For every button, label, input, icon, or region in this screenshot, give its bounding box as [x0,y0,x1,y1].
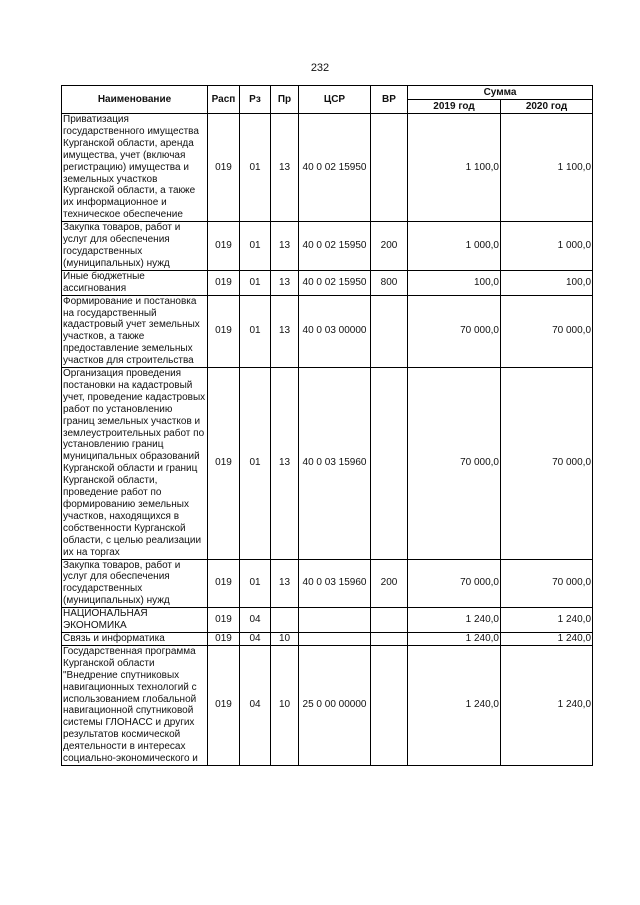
row-2019: 1 100,0 [408,114,501,222]
row-vr [371,608,408,633]
row-rz: 01 [240,270,271,295]
row-rasp: 019 [208,368,240,560]
row-pr: 13 [271,295,299,367]
row-rz: 01 [240,559,271,608]
row-2020: 1 100,0 [501,114,593,222]
budget-table [61,85,593,766]
table-row [62,632,593,645]
row-name: НАЦИОНАЛЬНАЯ ЭКОНОМИКА [62,608,208,633]
row-rz: 04 [240,632,271,645]
table-row [62,645,593,765]
header-rz: Рз [240,86,271,114]
row-2020: 1 240,0 [501,645,593,765]
table-row [62,559,593,608]
row-name: Приватизация государственного имущества Курганской области, аренда имущества, учет (включая регистрацию) имущества и земельных участков Курганской области, а также их информационное и техническое обеспечение [62,114,208,222]
row-rasp: 019 [208,559,240,608]
row-rz: 01 [240,368,271,560]
row-2020: 70 000,0 [501,559,593,608]
row-vr [371,114,408,222]
row-2019: 1 240,0 [408,608,501,633]
header-2019: 2019 год [408,100,501,114]
row-rasp: 019 [208,295,240,367]
row-name: Закупка товаров, работ и услуг для обеспечения государственных (муниципальных) нужд [62,222,208,271]
header-2020: 2020 год [501,100,593,114]
row-2019: 1 000,0 [408,222,501,271]
row-rasp: 019 [208,222,240,271]
row-vr: 200 [371,559,408,608]
row-pr: 13 [271,270,299,295]
row-csr: 25 0 00 00000 [299,645,371,765]
table-row [62,114,593,222]
row-rasp: 019 [208,608,240,633]
row-vr: 800 [371,270,408,295]
table-row [62,608,593,633]
row-pr: 13 [271,559,299,608]
row-name: Государственная программа Курганской области "Внедрение спутниковых навигационных технологий с использованием глобальной навигационной спутниковой системы ГЛОНАСС и других результатов космической деятельности в интересах социально-экономического и [62,645,208,765]
header-rasp: Расп [208,86,240,114]
header-vr: ВР [371,86,408,114]
row-vr [371,295,408,367]
row-2020: 1 000,0 [501,222,593,271]
header-sum: Сумма [408,86,593,100]
row-rasp: 019 [208,270,240,295]
row-2019: 70 000,0 [408,559,501,608]
row-rz: 01 [240,295,271,367]
row-vr: 200 [371,222,408,271]
row-csr: 40 0 02 15950 [299,270,371,295]
row-2020: 100,0 [501,270,593,295]
row-2019: 1 240,0 [408,632,501,645]
table-row [62,222,593,271]
row-csr: 40 0 03 00000 [299,295,371,367]
row-rz: 01 [240,114,271,222]
row-rasp: 019 [208,645,240,765]
row-vr [371,645,408,765]
row-2019: 100,0 [408,270,501,295]
page-number: 232 [310,62,330,74]
row-vr [371,632,408,645]
row-pr: 13 [271,114,299,222]
header-name: Наименование [62,86,208,114]
row-rz: 04 [240,645,271,765]
row-2020: 1 240,0 [501,608,593,633]
row-pr [271,608,299,633]
row-pr: 13 [271,368,299,560]
row-2019: 70 000,0 [408,295,501,367]
row-rz: 01 [240,222,271,271]
table-row [62,368,593,560]
row-rz: 04 [240,608,271,633]
header-pr: Пр [271,86,299,114]
row-csr [299,608,371,633]
header-csr: ЦСР [299,86,371,114]
row-csr: 40 0 03 15960 [299,559,371,608]
row-csr: 40 0 02 15950 [299,222,371,271]
row-2019: 1 240,0 [408,645,501,765]
row-name: Иные бюджетные ассигнования [62,270,208,295]
row-2020: 1 240,0 [501,632,593,645]
row-csr: 40 0 02 15950 [299,114,371,222]
row-pr: 13 [271,222,299,271]
row-pr: 10 [271,645,299,765]
row-csr: 40 0 03 15960 [299,368,371,560]
row-2020: 70 000,0 [501,295,593,367]
table-row [62,270,593,295]
row-rasp: 019 [208,114,240,222]
row-csr [299,632,371,645]
row-pr: 10 [271,632,299,645]
row-name: Организация проведения постановки на кадастровый учет, проведение кадастровых работ по установлению границ земельных участков и землеустроительных работ по установлению границ муниципальных образований Курганской области и границ Курганской области, проведение работ по формированию земельных участков, находящихся в собственности Курганской области, с целью реализации их на торгах [62,368,208,560]
row-2020: 70 000,0 [501,368,593,560]
row-vr [371,368,408,560]
row-name: Связь и информатика [62,632,208,645]
row-2019: 70 000,0 [408,368,501,560]
row-name: Закупка товаров, работ и услуг для обеспечения государственных (муниципальных) нужд [62,559,208,608]
row-name: Формирование и постановка на государственный кадастровый учет земельных участков, а также предоставление земельных участков для строительства [62,295,208,367]
row-rasp: 019 [208,632,240,645]
table-row [62,295,593,367]
